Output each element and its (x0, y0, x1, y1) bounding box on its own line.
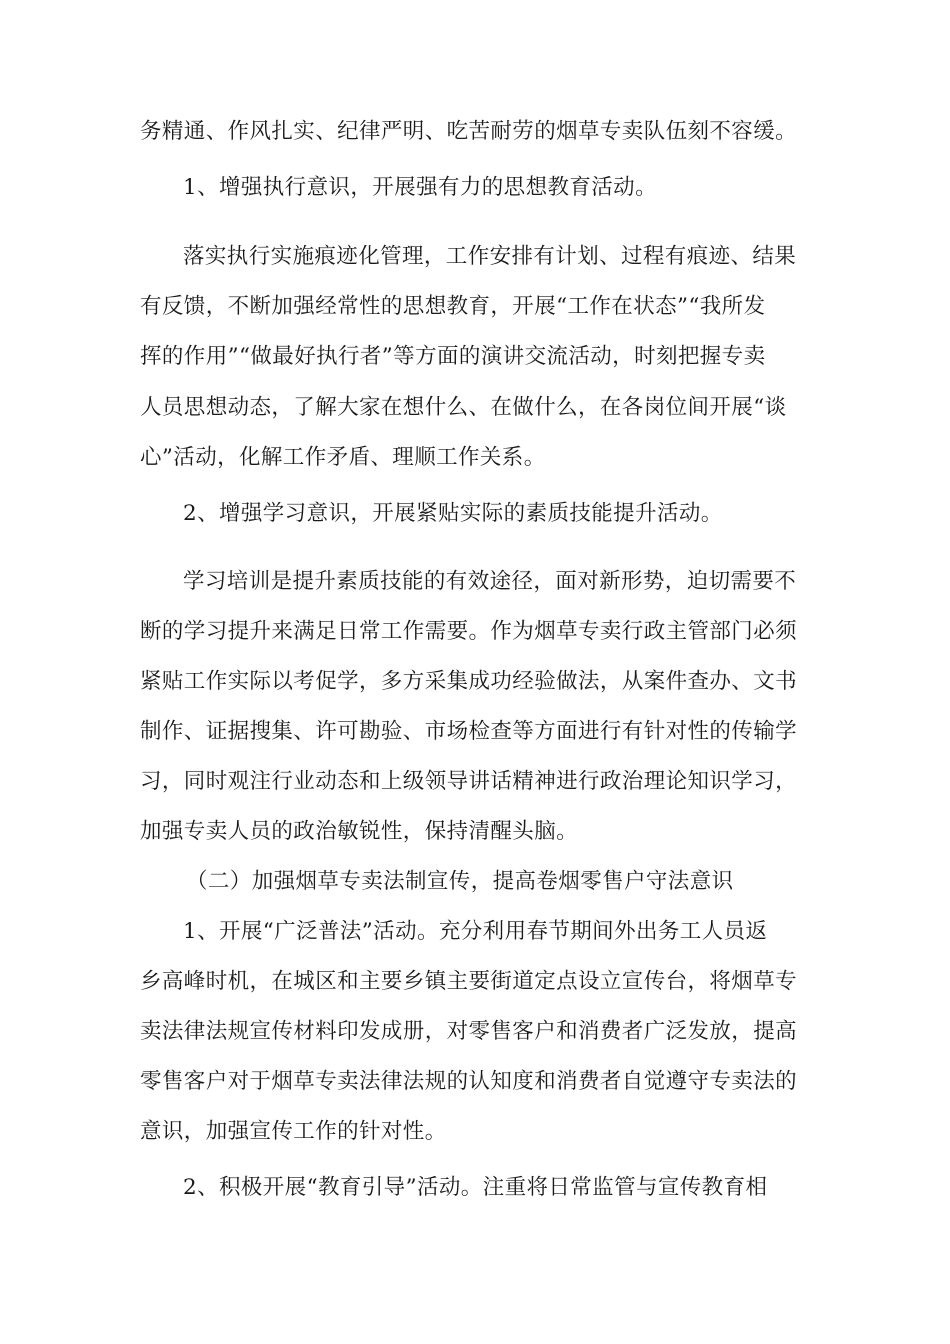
paragraph-line: 意识，加强宣传工作的针对性。 (140, 1119, 447, 1144)
paragraph-line: 落实执行实施痕迹化管理，工作安排有计划、过程有痕迹、结果 (183, 244, 797, 269)
paragraph-line: 学习培训是提升素质技能的有效途径，面对新形势，迫切需要不 (183, 569, 797, 594)
paragraph-line: 1、开展“广泛普法”活动。充分利用春节期间外出务工人员返 (183, 919, 768, 944)
section-heading: 2、增强学习意识，开展紧贴实际的素质技能提升活动。 (183, 501, 723, 526)
paragraph-line: 紧贴工作实际以考促学，多方采集成功经验做法，从案件查办、文书 (140, 669, 798, 694)
paragraph-line: 人员思想动态，了解大家在想什么、在做什么，在各岗位间开展“谈 (140, 395, 787, 420)
paragraph-line: 卖法律法规宣传材料印发成册，对零售客户和消费者广泛发放，提高 (140, 1019, 798, 1044)
paragraph-line: 2、积极开展“教育引导”活动。注重将日常监管与宣传教育相 (183, 1175, 768, 1200)
paragraph-line: 乡高峰时机，在城区和主要乡镇主要街道定点设立宣传台，将烟草专 (140, 969, 798, 994)
paragraph-line: 务精通、作风扎实、纪律严明、吃苦耐劳的烟草专卖队伍刻不容缓。 (140, 119, 798, 144)
section-heading: （二）加强烟草专卖法制宣传，提高卷烟零售户守法意识 (186, 869, 734, 894)
paragraph-line: 零售客户对于烟草专卖法律法规的认知度和消费者自觉遵守专卖法的 (140, 1069, 798, 1094)
paragraph-line: 制作、证据搜集、许可勘验、市场检查等方面进行有针对性的传输学 (140, 719, 798, 744)
paragraph-line: 习，同时观注行业动态和上级领导讲话精神进行政治理论知识学习， (140, 769, 798, 794)
paragraph-line: 挥的作用”“做最好执行者”等方面的演讲交流活动，时刻把握专卖 (140, 344, 766, 369)
paragraph-line: 心”活动，化解工作矛盾、理顺工作关系。 (140, 445, 546, 470)
paragraph-line: 加强专卖人员的政治敏锐性，保持清醒头脑。 (140, 819, 579, 844)
paragraph-line: 有反馈，不断加强经常性的思想教育，开展“工作在状态”“我所发 (140, 294, 766, 319)
section-heading: 1、增强执行意识，开展强有力的思想教育活动。 (183, 175, 657, 200)
paragraph-line: 断的学习提升来满足日常工作需要。作为烟草专卖行政主管部门必须 (140, 619, 798, 644)
